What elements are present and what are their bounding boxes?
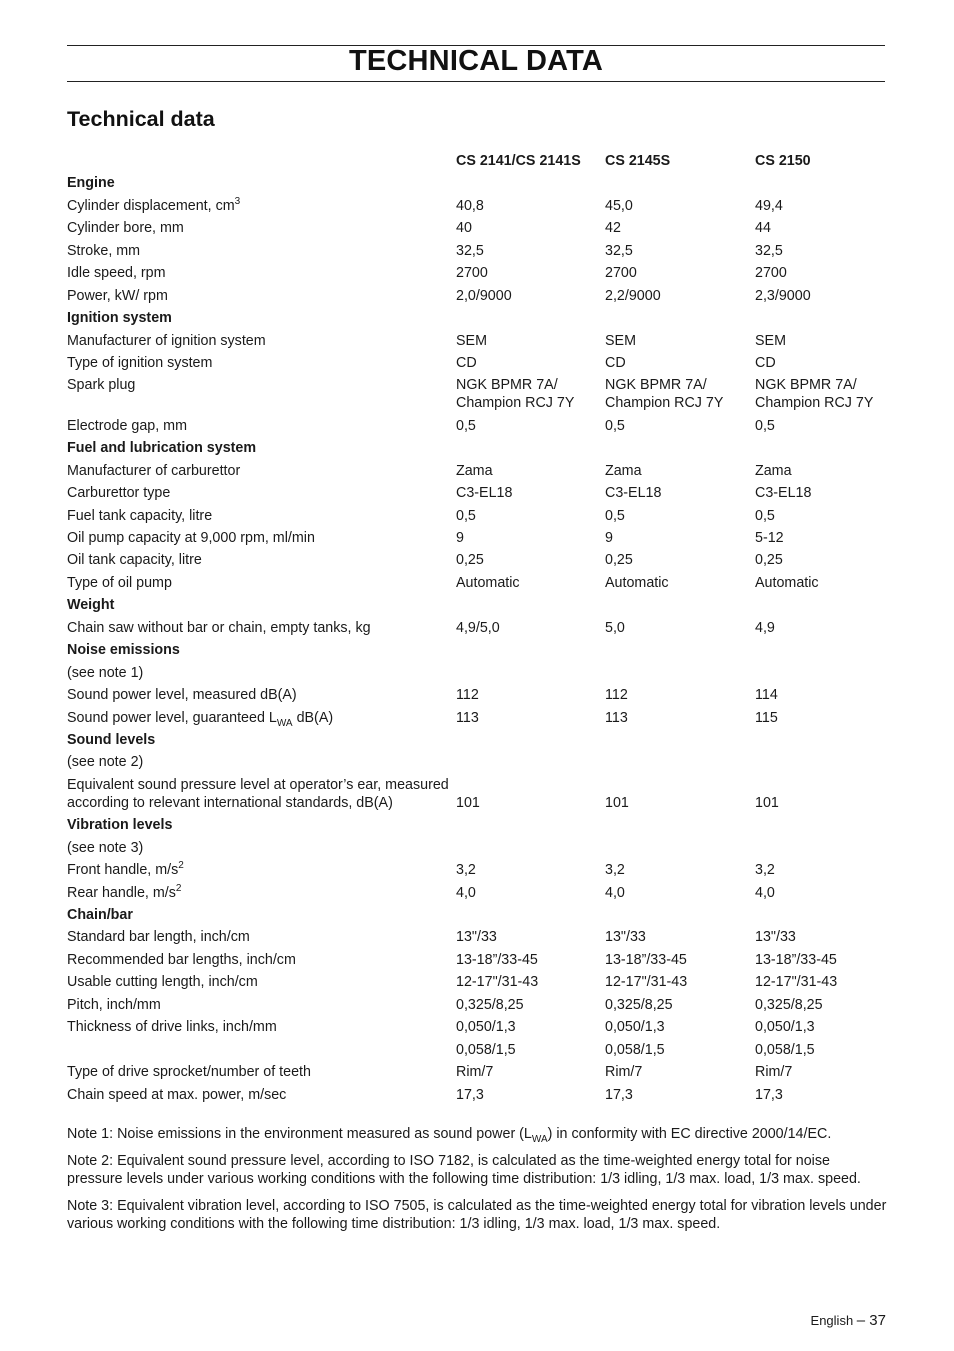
value-cell: C3-EL18: [755, 485, 812, 502]
row-label-text: (see note 1): [67, 664, 144, 681]
group-header-row: [67, 596, 887, 618]
value-cell: 4,0: [605, 884, 625, 901]
value-cell: 4,0: [755, 884, 775, 901]
value-cell: 13"/33: [755, 929, 796, 946]
value-cell: 0,5: [605, 417, 625, 434]
section-title: Technical data: [67, 107, 215, 131]
header-rule-bottom: [67, 81, 885, 82]
row-label-text: Weight: [67, 597, 115, 614]
label-superscript: 3: [234, 196, 241, 208]
value-cell: 3,2: [456, 862, 476, 879]
group-header-row: [67, 174, 887, 196]
row-label-text: Idle speed, rpm: [67, 265, 166, 282]
value-cell: 0,25: [605, 552, 633, 569]
row-label: [67, 753, 143, 771]
row-label-text: (see note 3): [67, 839, 144, 856]
row-label: [67, 884, 181, 902]
table-row: [67, 861, 887, 883]
table-header-row: [67, 152, 887, 174]
row-label-text: Front handle, m/s: [67, 862, 179, 879]
value-cell: 49,4: [755, 197, 783, 214]
value-cell: 4,9: [755, 619, 775, 636]
row-label-text: Manufacturer of ignition system: [67, 332, 266, 349]
value-cell: Rim/7: [456, 1064, 494, 1081]
value-cell: 32,5: [605, 242, 633, 259]
value-cell: 4,9/5,0: [456, 619, 500, 636]
note-1-text-end: ) in conformity with EC directive 2000/14/EC.: [547, 1126, 832, 1142]
page-footer: [811, 1312, 886, 1329]
value-cell: 0,5: [605, 507, 625, 524]
table-row: [67, 619, 887, 641]
value-cell: 113: [456, 709, 479, 726]
value-cell: 0,050/1,3: [605, 1019, 665, 1036]
row-label-text: Engine: [67, 175, 115, 192]
group-header-row: [67, 731, 887, 753]
value-line: NGK BPMR 7A/: [456, 377, 558, 394]
row-label: [67, 551, 202, 569]
row-label-text: Power, kW/ rpm: [67, 287, 168, 304]
value-cell: 44: [755, 220, 771, 237]
value-cell: 40,8: [456, 197, 484, 214]
group-header-row: [67, 439, 887, 461]
value-cell: 45,0: [605, 197, 633, 214]
row-label-text: Chain speed at max. power, m/sec: [67, 1086, 287, 1103]
table-row: [67, 287, 887, 309]
note-1: [67, 1125, 889, 1143]
value-cell: CD: [755, 354, 776, 371]
value-cell: 0,050/1,3: [456, 1019, 516, 1036]
table-row: [67, 709, 887, 731]
value-cell: CD: [456, 354, 477, 371]
row-label-text: Vibration levels: [67, 817, 173, 834]
value-cell: 13-18”/33-45: [605, 951, 687, 968]
table-row: [67, 376, 887, 416]
value-cell: 0,058/1,5: [456, 1041, 516, 1058]
group-heading: [67, 906, 133, 924]
value-cell: 40: [456, 220, 472, 237]
value-cell: Rim/7: [605, 1064, 643, 1081]
row-label-text: Noise emissions: [67, 642, 180, 659]
row-label: [67, 417, 187, 435]
value-cell: 12-17"/31-43: [456, 974, 539, 991]
value-cell: 2,3/9000: [755, 287, 811, 304]
row-label: [67, 197, 240, 215]
row-label: [67, 686, 297, 704]
row-label-text: Spark plug: [67, 377, 136, 394]
group-header-row: [67, 309, 887, 331]
row-label-text: Electrode gap, mm: [67, 417, 187, 434]
value-cell: C3-EL18: [456, 485, 513, 502]
row-label-text: Type of ignition system: [67, 354, 213, 371]
value-cell: 17,3: [755, 1086, 783, 1103]
footer-language: English: [810, 1313, 854, 1328]
value-cell: Automatic: [456, 574, 520, 591]
table-row: [67, 686, 887, 708]
note-1-text: Note 1: Noise emissions in the environment measured as sound power (L: [67, 1126, 532, 1142]
row-label: [67, 928, 250, 946]
value-cell: Automatic: [755, 574, 819, 591]
table-row: [67, 264, 887, 286]
row-label-text: Thickness of drive links, inch/mm: [67, 1019, 277, 1036]
value-cell: 0,25: [755, 552, 783, 569]
value-cell: Zama: [456, 462, 493, 479]
row-label: [67, 484, 170, 502]
row-label: [67, 709, 333, 727]
label-suffix: dB(A): [292, 709, 334, 726]
table-row: [67, 529, 887, 551]
row-label-text: Usable cutting length, inch/cm: [67, 974, 258, 991]
row-label-text: Sound levels: [67, 731, 156, 748]
row-label-text: Sound power level, measured dB(A): [67, 687, 297, 704]
label-subscript: WA: [276, 717, 293, 729]
row-label-text: Oil tank capacity, litre: [67, 552, 202, 569]
value-cell: Automatic: [605, 574, 669, 591]
value-cell: 2700: [605, 265, 637, 282]
row-label-text: Recommended bar lengths, inch/cm: [67, 951, 296, 968]
group-heading: [67, 731, 155, 749]
table-row: [67, 462, 887, 484]
row-label: [67, 664, 143, 682]
value-cell: C3-EL18: [605, 485, 662, 502]
page-title: TECHNICAL DATA: [348, 45, 604, 77]
value-cell: 3,2: [605, 862, 625, 879]
table-row: [67, 973, 887, 995]
table-row: [67, 839, 887, 861]
value-cell: 0,25: [456, 552, 484, 569]
group-heading: [67, 596, 114, 614]
label-superscript: 2: [175, 882, 182, 894]
group-heading: [67, 174, 115, 192]
value-cell: 0,058/1,5: [755, 1041, 815, 1058]
value-cell: 0,5: [755, 507, 775, 524]
table-row: [67, 197, 887, 219]
table-row: [67, 332, 887, 354]
value-cell: SEM: [456, 332, 487, 349]
table-row: [67, 507, 887, 529]
row-label: [67, 354, 212, 372]
table-row: [67, 928, 887, 950]
value-cell: 32,5: [456, 242, 484, 259]
note-1-subscript: WA: [531, 1133, 548, 1145]
row-label: [67, 242, 140, 260]
label-superscript: 2: [178, 860, 184, 872]
value-cell: Zama: [755, 462, 792, 479]
table-row: [67, 574, 887, 596]
value-line: Champion RCJ 7Y: [456, 395, 575, 412]
value-cell: 4,0: [456, 884, 476, 901]
value-cell: 17,3: [456, 1086, 484, 1103]
group-heading: [67, 439, 256, 457]
table-row: [67, 996, 887, 1018]
column-header: CS 2141/CS 2141S: [456, 153, 581, 169]
row-label: [67, 529, 315, 547]
row-label-text: Stroke, mm: [67, 242, 141, 259]
row-label-text: Standard bar length, inch/cm: [67, 929, 250, 946]
group-header-row: [67, 816, 887, 838]
row-label: [67, 973, 258, 991]
column-header: CS 2150: [755, 153, 811, 169]
row-label-text: Chain/bar: [67, 907, 133, 923]
value-cell: 0,325/8,25: [605, 996, 673, 1013]
value-cell: Zama: [605, 462, 642, 479]
table-row: [67, 884, 887, 906]
value-cell: 115: [755, 709, 778, 726]
row-label-text: Carburettor type: [67, 485, 171, 502]
page-number: – 37: [856, 1312, 886, 1329]
row-label-text: Cylinder bore, mm: [67, 220, 184, 237]
row-label-text: Type of drive sprocket/number of teeth: [67, 1064, 311, 1081]
spec-table: [67, 152, 887, 1108]
group-heading: [67, 309, 172, 327]
column-header: CS 2145S: [605, 153, 671, 169]
value-cell: 112: [605, 687, 628, 704]
row-label-text: Pitch, inch/mm: [67, 996, 161, 1013]
value-cell: 0,5: [456, 507, 476, 524]
row-label-text: Rear handle, m/s: [67, 884, 176, 901]
row-label: [67, 264, 166, 282]
value-cell: 42: [605, 220, 621, 237]
value-cell: 0,058/1,5: [605, 1041, 665, 1058]
row-label-text: Type of oil pump: [67, 574, 172, 591]
value-line: NGK BPMR 7A/: [605, 377, 707, 394]
row-label-line: Equivalent sound pressure level at operator’s ear, measured: [67, 776, 449, 793]
group-heading: [67, 641, 180, 659]
value-cell: 0,325/8,25: [755, 996, 823, 1013]
table-row: [67, 776, 887, 816]
row-label: [67, 287, 168, 305]
value-cell: 13"/33: [605, 929, 646, 946]
value-cell: 113: [605, 709, 628, 726]
value-line: Champion RCJ 7Y: [605, 395, 724, 412]
row-label: [67, 1086, 286, 1104]
row-label: [67, 376, 135, 394]
row-label: [67, 507, 212, 525]
value-cell: 3,2: [755, 862, 775, 879]
value-cell: 13-18”/33-45: [755, 951, 837, 968]
table-row: [67, 1086, 887, 1108]
value-cell: 2,0/9000: [456, 287, 512, 304]
row-label: [67, 619, 371, 637]
value-cell: SEM: [605, 332, 636, 349]
table-row: [67, 1041, 887, 1063]
value-cell: 5-12: [755, 530, 784, 546]
value-cell: [456, 376, 574, 412]
value-cell: 0,5: [456, 417, 476, 434]
row-label: [67, 219, 184, 237]
value-line: NGK BPMR 7A/: [755, 377, 857, 394]
value-cell: 9: [605, 530, 613, 546]
value-cell: 114: [755, 687, 778, 704]
value-cell: [605, 376, 723, 412]
notes: [67, 1125, 889, 1242]
table-row: [67, 951, 887, 973]
value-cell: 12-17"/31-43: [605, 974, 688, 991]
value-cell: 112: [456, 687, 479, 704]
row-label-text: Ignition system: [67, 310, 172, 327]
row-label: [67, 462, 240, 480]
row-label: [67, 574, 172, 592]
value-cell: Rim/7: [755, 1064, 793, 1081]
row-label-text: Fuel and lubrication system: [67, 440, 257, 457]
table-row: [67, 354, 887, 376]
row-label: [67, 332, 266, 350]
row-label-text: Manufacturer of carburettor: [67, 462, 241, 479]
row-label: [67, 776, 449, 812]
table-row: [67, 753, 887, 775]
table-row: [67, 1018, 887, 1040]
note-3: Note 3: Equivalent vibration level, according to ISO 7505, is calculated as the time-weighted energy total for vibration levels under various working conditions with the following time distribution: 1/3 idling, 1/3 max. load, 1/3 max. speed.: [67, 1198, 887, 1232]
row-label: [67, 996, 161, 1014]
row-label-text: Cylinder displacement, cm: [67, 197, 235, 214]
value-cell: 0,325/8,25: [456, 996, 524, 1013]
value-cell: 101: [755, 794, 779, 811]
value-cell: 5,0: [605, 619, 625, 636]
value-cell: 2700: [755, 265, 787, 282]
value-cell: 101: [605, 794, 629, 811]
row-label: [67, 861, 184, 879]
table-row: [67, 664, 887, 686]
value-cell: 9: [456, 530, 464, 546]
note-2: Note 2: Equivalent sound pressure level, according to ISO 7182, is calculated as the time-weighted energy total for noise pressure levels under various working conditions with the following time distribution: 1/3 idling, 1/3 max. load, 1/3 max. speed.: [67, 1153, 861, 1187]
value-cell: 0,5: [755, 417, 775, 434]
table-row: [67, 219, 887, 241]
row-label: [67, 1018, 277, 1036]
value-cell: [755, 376, 873, 412]
value-cell: CD: [605, 354, 626, 371]
value-cell: 2,2/9000: [605, 287, 661, 304]
group-header-row: [67, 906, 887, 928]
group-header-row: [67, 641, 887, 663]
value-cell: 101: [456, 794, 480, 811]
value-cell: 0,050/1,3: [755, 1019, 815, 1036]
group-heading: [67, 816, 172, 834]
row-label-text: Chain saw without bar or chain, empty tanks, kg: [67, 619, 371, 636]
value-cell: 13"/33: [456, 929, 497, 946]
table-row: [67, 242, 887, 264]
row-label-text: (see note 2): [67, 754, 144, 771]
value-cell: 32,5: [755, 242, 783, 259]
table-row: [67, 551, 887, 573]
value-cell: 17,3: [605, 1086, 633, 1103]
table-row: [67, 484, 887, 506]
row-label-text: Sound power level, guaranteed L: [67, 709, 277, 726]
table-row: [67, 417, 887, 439]
row-label: [67, 839, 143, 857]
row-label-text: Oil pump capacity at 9,000 rpm, ml/min: [67, 530, 315, 546]
value-cell: SEM: [755, 332, 786, 349]
table-row: [67, 1063, 887, 1085]
row-label-text: Fuel tank capacity, litre: [67, 507, 213, 524]
value-cell: 13-18”/33-45: [456, 951, 538, 968]
value-line: Champion RCJ 7Y: [755, 395, 874, 412]
row-label-line: according to relevant international standards, dB(A): [67, 794, 393, 811]
value-cell: 2700: [456, 265, 488, 282]
row-label: [67, 1063, 311, 1081]
value-cell: 12-17"/31-43: [755, 974, 838, 991]
row-label: [67, 951, 296, 969]
